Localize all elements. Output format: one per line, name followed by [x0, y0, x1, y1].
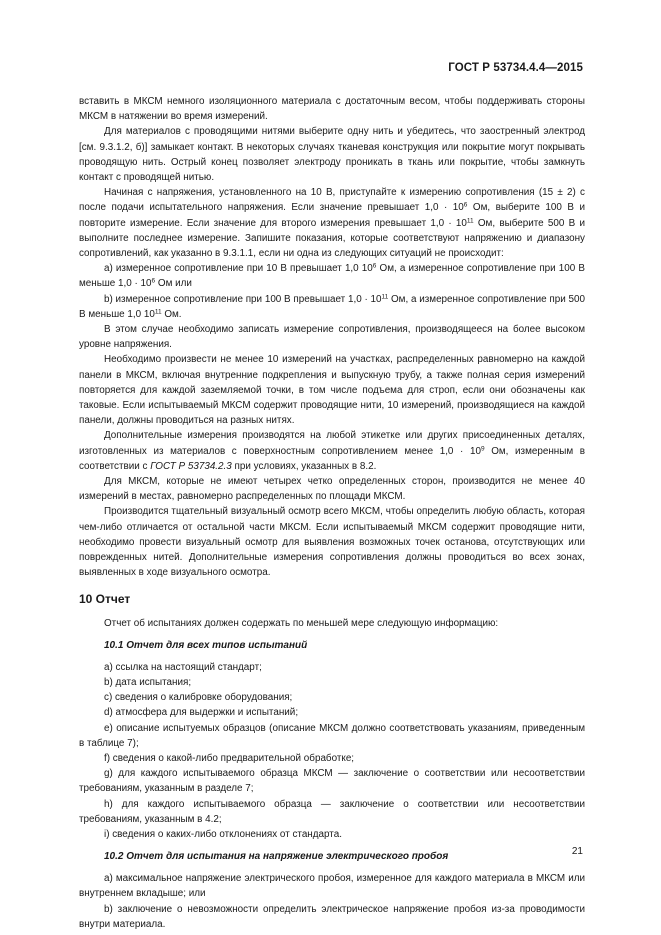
list-item: c) сведения о калибровке оборудования; — [104, 692, 293, 704]
list-item: d) атмосфера для выдержки и испытаний; — [104, 707, 299, 719]
breakdown-items-list — [79, 871, 585, 932]
standard-code-header: ГОСТ Р 53734.4.4—2015 — [448, 62, 583, 74]
paragraph-ten-measurements: Необходимо произвести не менее 10 измерений на участках, распределенных равномерно на каждой панели в МКСМ, включая внутренние подкрепления и выпускную трубу, а также полная серия измерений повторяется для каждой заземляемой точки, в том числе подъема для строп, если они обозначены как таковые. Если испытываемый МКСМ содержит проводящие нити, 10 измерений, производящиеся на каждой панели, должны проводиться на разных нитях. — [79, 354, 585, 427]
list-item: f) сведения о какой-либо предварительной обработке; — [104, 752, 355, 764]
paragraph-conductive-threads: Для материалов с проводящими нитями выберите одну нить и убедитесь, что заостренный электрод [см. 9.3.1.2, б)] замыкает контакт. В некоторых случаях тканевая конструкция или покрытие могут покрывать проводящую нить. Острый конец позволяет электроду проникать в ткань или покрытие, чтобы замкнуть контакт с проводящей нитью. — [79, 126, 585, 184]
paragraph-voltage-procedure: Начиная с напряжения, установленного на 10 В, приступайте к измерению сопротивления (15 ± 2) с после подачи испытательного напряжения. Если значение превышает $1,0 \cdot 10^6$ Ом, выберите 100 В и повторите измерение. Если значение для второго измерения превышает $1,0 \cdot 10^{11}$ Ом, выберите 500 В и выполните последнее измерение. Запишите показания, которые соответствуют напряжению и диапазону сопротивлений, как указанно в 9.3.1.1, если ни одна из следующих ситуаций не происходит: — [79, 187, 585, 260]
paragraph-visual-inspection: Производится тщательный визуальный осмотр всего МКСМ, чтобы определить любую область, которая чем-либо отличается от остальной части МКСМ. Если испытываемый МКСМ содержит проводящие нити, необходимо провести визуальный осмотр для выявления возможных точек останова, отсутствующих или поврежденных нитей. Дополнительные измерения сопротивления должны проводиться во всех зонах, выявленных в ходе визуального осмотра. — [79, 506, 585, 579]
list-item: h) для каждого испытываемого образца — заключение о соответствии или несоответствии требованиям, указанным в 4.2; — [79, 798, 585, 825]
paragraph-higher-voltage: В этом случае необходимо записать измерение сопротивления, производящееся на более высоком уровне напряжения. — [79, 324, 585, 351]
report-items-list — [79, 660, 585, 842]
list-item: g) для каждого испытываемого образца МКСМ — заключение о соответствии или несоответствии требованиям, указанным в разделе 7; — [79, 768, 585, 795]
section-intro: Отчет об испытаниях должен содержать по меньшей мере следующую информацию: — [104, 617, 499, 629]
list-item: i) сведения о каких-либо отклонениях от стандарта. — [104, 828, 342, 840]
paragraph-additional-measurements: Дополнительные измерения производятся на любой этикетке или других присоединенных деталях, изготовленных из материалов с поверхностным сопротивлением менее $1,0 \cdot 10^9$ Ом, измеренным в соответствии с ГОСТ Р 53734.2.3 при условиях, указанных в 8.2. — [79, 430, 586, 472]
paragraph-forty-measurements: Для МКСМ, которые не имеют четырех четко определенных сторон, производится не менее 40 измерений в местах, равномерно распределенных по площади МКСМ. — [79, 476, 585, 503]
list-item-b: b) измеренное сопротивление при 100 В превышает $1,0 \cdot 10^{11}$ Ом, а измеренное сопротивление при 500 В меньше 1,0 $10^{11}$ Ом. — [79, 293, 585, 320]
list-item: а) максимальное напряжение электрического пробоя, измеренное для каждого материала в МКСМ или внутреннем вкладыше; или — [79, 873, 585, 900]
subsection-title-breakdown: 10.2 Отчет для испытания на напряжение электрического пробоя — [104, 851, 449, 863]
document-body — [79, 94, 585, 932]
subsection-title-all-tests: 10.1 Отчет для всех типов испытаний — [104, 639, 308, 651]
list-item: а) ссылка на настоящий стандарт; — [104, 661, 262, 673]
list-item: b) дата испытания; — [104, 676, 192, 688]
section-title: 10 Отчет — [79, 591, 131, 606]
list-item: е) описание испытуемых образцов (описание МКСМ должно соответствовать указаниям, приведенным в таблице 7); — [79, 722, 585, 749]
list-item: b) заключение о невозможности определить электрическое напряжение пробоя из-за проводимости внутри материала. — [79, 903, 585, 930]
paragraph-continuation: вставить в МКСМ немного изоляционного материала с достаточным весом, чтобы поддерживать стороны МКСМ в натяжении во время измерений. — [79, 96, 585, 123]
standard-reference: ГОСТ Р 53734.2.3 — [150, 460, 232, 472]
page-number: 21 — [571, 846, 583, 857]
list-item-a: а) измеренное сопротивление при 10 В превышает 1,0 $10^6$ Ом, а измеренное сопротивление при 100 В меньше $1,0 \cdot 10^6$ Ом или — [79, 262, 585, 290]
